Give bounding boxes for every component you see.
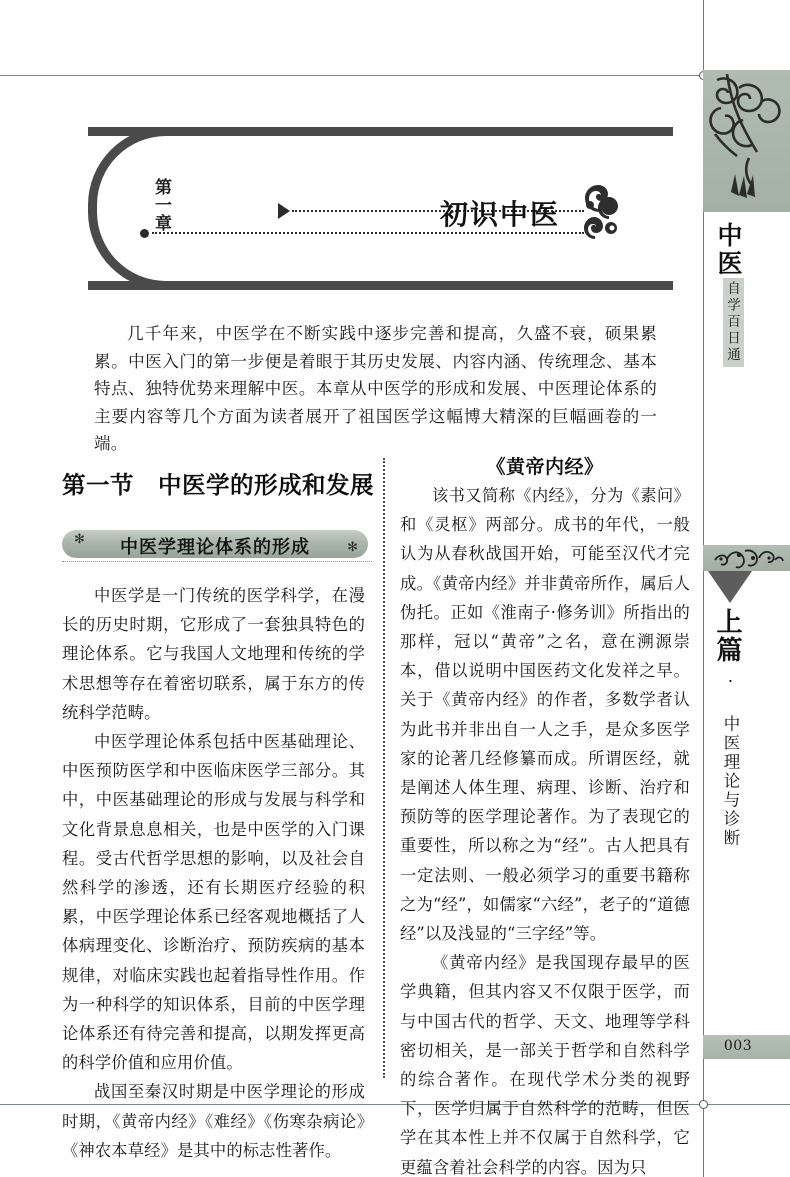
paragraph: 该书又简称《内经》，分为《素问》和《灵枢》两部分。成书的年代，一般认为从春秋战国开始，可能至汉代才完成。《黄帝内经》并非黄帝所作，属后人伪托。正如《淮南子·修务训》所指出的那样，冠以“黄帝”之名，意在溯源崇本，借以说明中国医药文化发祥之早。关于《黄帝内经》的作者，多数学者认为此书并非出自一人之手，是众多医学家的论著几经修纂而成。所谓医经，就是阐述人体生理、病理、诊断、治疗和预防等的医学理论著作。为了表现它的重要性，所以称之为“经”。古人把具有一定法则、一般必须学习的重要书籍称之为“经”，如儒家“六经”，老子的“道德经”以及浅显的“三字经”等。 <box>400 486 690 944</box>
sidebar-ornament-band <box>703 545 790 571</box>
paragraph: 中医学是一门传统的医学科学，在漫长的历史时期，它形成了一套独具特色的理论体系。它与我国人文地理和传统的学术思想等存在着密切联系，属于东方的传统科学范畴。 <box>62 586 365 722</box>
subsection-badge-label: 中医学理论体系的形成 <box>120 537 310 558</box>
section-heading: 第一节 中医学的形成和发展 <box>62 471 374 499</box>
paragraph: 《黄帝内经》是我国现存最早的医学典籍，但其内容又不仅限于医学，而与中国古代的哲学、天文、地理等学科密切相关，是一部关于哲学和自然科学的综合著作。在现代学术分类的视野下，医学归属于自然科学的范畴，但医学在其本性上并不仅属于自然科学，它更蕴含着社会科学的内容。因为只 <box>400 953 690 1177</box>
sidebar-book-title: 中医 <box>714 222 743 278</box>
cloud-scroll-ornament-icon <box>578 183 620 245</box>
right-column-body <box>400 481 690 1177</box>
star-left-icon: ✻ <box>74 532 85 547</box>
paragraph: 战国至秦汉时期是中医学理论的形成时期，《黄帝内经》《难经》《伤寒杂病论》《神农本草经》是其中的标志性著作。 <box>62 1082 365 1160</box>
arrow-right-icon <box>278 203 290 219</box>
right-column-title: 《黄帝内经》 <box>486 456 604 478</box>
sidebar-part-subtitle: · 中医理论与诊断 <box>721 672 740 848</box>
sidebar-book-subtitle: 自学百日通 <box>723 278 744 367</box>
chapter-rule-dot <box>140 229 149 238</box>
sidebar-cloud-band <box>703 70 790 212</box>
subsection-badge <box>62 530 368 558</box>
left-column-body <box>62 581 365 1165</box>
chapter-banner-bottom-bar <box>88 281 673 290</box>
crop-line-top <box>0 75 790 76</box>
chapter-intro-paragraph: 几千年来，中医学在不断实践中逐步完善和提高，久盛不衰，硕果累累。中医入门的第一步便是着眼于其历史发展、内容内涵、传统理念、基本特点、独特优势来理解中医。本章从中医学的形成和发展、中医理论体系的主要内容等几个方面为读者展开了祖国医学这幅博大精深的巨幅画卷的一端。 <box>94 324 657 453</box>
column-divider <box>383 458 385 1078</box>
chapter-number: 第一章 <box>151 178 171 232</box>
star-right-icon: ✻ <box>347 540 358 555</box>
subsection-underline-dots <box>62 561 372 562</box>
registration-mark-bottom <box>699 1100 708 1109</box>
paragraph: 中医学理论体系包括中医基础理论、中医预防医学和中医临床医学三部分。其中，中医基础理论的形成与发展与科学和文化背景息息相关，也是中医学的入门课程。受古代哲学思想的影响，以及社会自然科学的渗透，还有长期医疗经验的积累，中医学理论体系已经客观地概括了人体病理变化、诊断治疗、预防疾病的基本规律，对临床实践也起着指导性作用。作为一种科学的知识体系，目前的中医学理论体系还有待完善和提高，以期发挥更高的科学价值和应用价值。 <box>62 732 365 1073</box>
chapter-title: 初识中医 <box>440 198 561 231</box>
sidebar-part-label: 上篇 <box>712 608 742 664</box>
chapter-banner-top-bar <box>88 127 673 136</box>
page-number: 003 <box>723 1038 753 1054</box>
sidebar-triangle-marker <box>708 571 752 603</box>
